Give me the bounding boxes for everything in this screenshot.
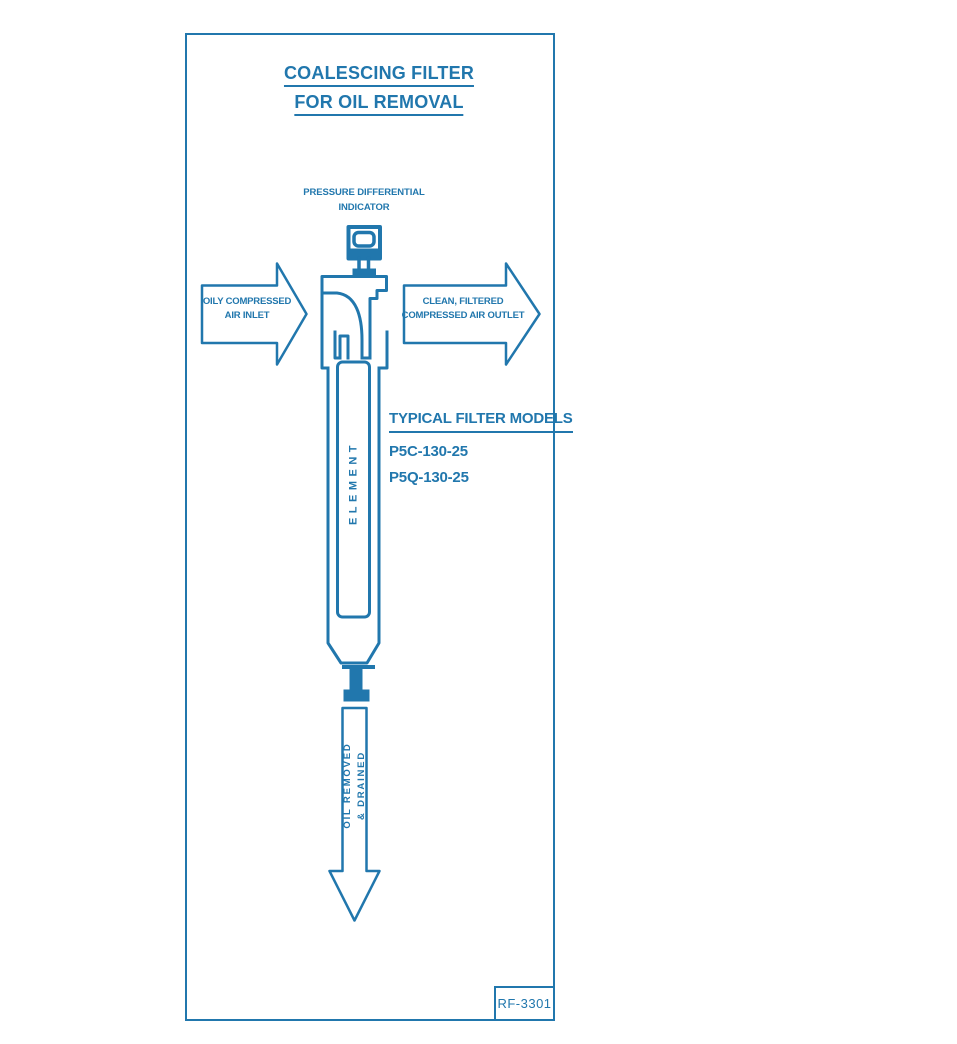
- diagram-title-line1: [284, 63, 474, 87]
- filter-models-block: [389, 410, 573, 491]
- inlet-arrow-label-line1: OILY COMPRESSED: [202, 296, 292, 307]
- pressure-indicator-label: [303, 186, 424, 215]
- gauge-window: [354, 233, 374, 247]
- drawing-number: RF-3301: [497, 996, 552, 1011]
- outlet-arrow-label: [402, 295, 525, 323]
- gauge-base-band: [349, 249, 380, 259]
- drawing-number-box: [494, 986, 555, 1021]
- outlet-arrow-label-line1: CLEAN, FILTERED: [422, 296, 504, 307]
- head-left-shoulder: [322, 293, 328, 368]
- head-center-tab: [340, 336, 348, 358]
- filter-models-heading: TYPICAL FILTER MODELS: [389, 410, 573, 433]
- diagram-title-line2-text: FOR OIL REMOVAL: [294, 92, 463, 116]
- drain-valve-body: [344, 669, 369, 701]
- drain-arrow-label: [341, 725, 368, 846]
- inlet-arrow-label: [203, 295, 291, 323]
- filter-head-drawing: [322, 277, 387, 369]
- pressure-indicator-label-line2: INDICATOR: [338, 201, 390, 213]
- drain-valve-drawing: [342, 667, 375, 701]
- inlet-arrow-label-line2: AIR INLET: [224, 310, 270, 321]
- filter-model-item: P5C-130-25: [389, 443, 468, 460]
- drain-arrow-label-line2: & DRAINED: [355, 751, 367, 820]
- diagram-title-line2: [294, 92, 463, 116]
- head-plate-outline: [322, 277, 387, 359]
- pressure-indicator-label-line1: PRESSURE DIFFERENTIAL: [303, 187, 425, 198]
- pressure-indicator-icon: [349, 227, 381, 276]
- drain-arrow-label-line1: OIL REMOVED: [342, 742, 353, 829]
- filter-models-list: [389, 439, 573, 491]
- diagram-title-line1-text: COALESCING FILTER: [284, 63, 474, 87]
- element-label: ELEMENT: [347, 440, 360, 526]
- outlet-arrow-label-line2: COMPRESSED AIR OUTLET: [401, 310, 525, 321]
- filter-model-item: P5Q-130-25: [389, 469, 469, 486]
- head-elbow-passage: [322, 293, 362, 358]
- gauge-collar: [353, 269, 377, 276]
- head-right-shoulder: [379, 332, 387, 368]
